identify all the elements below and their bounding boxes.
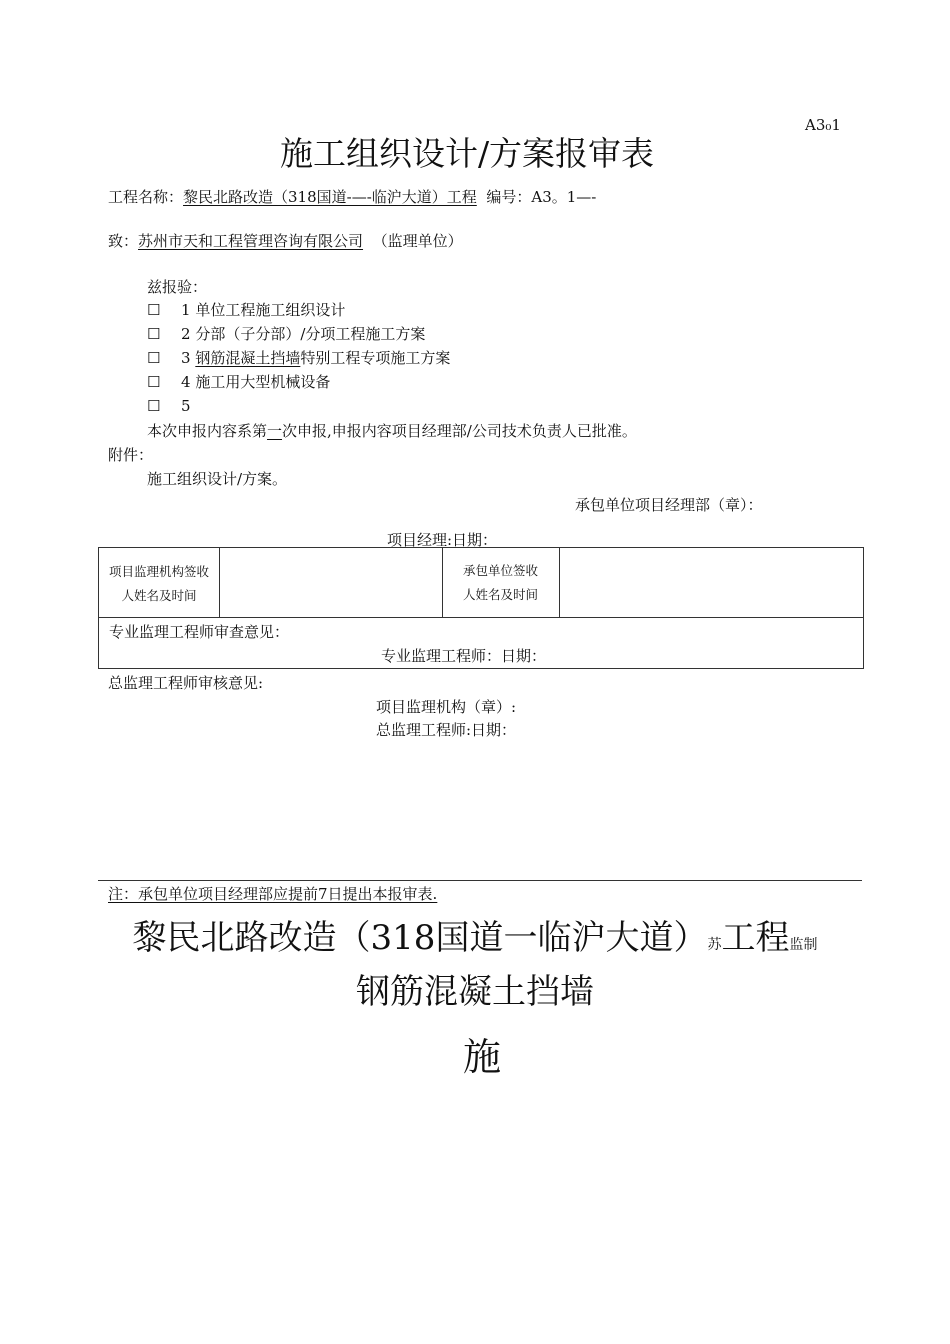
form-code: A3₀1 [805,116,841,134]
option-item[interactable]: ☐ 2 分部（子分部）/分项工程施工方案 [147,322,450,346]
org-seal: 项目监理机构（章）: [376,698,517,716]
checkbox-icon[interactable]: ☐ [147,301,161,319]
chief-opinion-label: 总监理工程师审核意见: [108,674,264,692]
page-title: 施工组织设计/方案报审表 [279,134,655,173]
supervision-sign-field[interactable] [220,548,442,617]
project-line [108,186,596,207]
option-item[interactable]: ☐ 3 钢筋混凝土挡墙特别工程专项施工方案 [147,346,450,370]
declaration: 本次申报内容系第一次申报,申报内容项目经理部/公司技术负责人已批准。 [147,422,637,440]
number-value: A3。1—- [531,188,597,206]
specialist-opinion-label: 专业监理工程师审查意见： [109,623,290,641]
footer-note: 注：承包单位项目经理部应提前7日提出本报审表. [108,885,438,903]
specialist-sign-label: 专业监理工程师：日期： [381,647,547,665]
checkbox-icon[interactable]: ☐ [147,397,161,415]
option-item[interactable]: ☐ 5 [147,394,450,418]
recipient-label: 致： [108,232,139,250]
declaration-ordinal: 一 [267,422,283,440]
recipient-line [108,230,463,251]
option-item[interactable]: ☐ 4 施工用大型机械设备 [147,370,450,394]
recipient-company: 苏州市天和工程管理咨询有限公司 [138,232,364,250]
table-divider [99,617,863,618]
checkbox-icon[interactable]: ☐ [147,325,161,343]
option-item[interactable]: ☐ 1 单位工程施工组织设计 [147,298,450,322]
cover-char: 施 [462,1035,501,1079]
signature-table [98,547,864,669]
note-divider [98,880,862,881]
contractor-sign-label: 承包单位签收 人姓名及时间 [462,563,538,602]
attachment-content: 施工组织设计/方案。 [147,470,288,488]
recipient-role: （监理单位） [372,232,463,250]
number-label: 编号： [486,188,532,206]
report-intro: 兹报验： [147,278,208,296]
option-list [147,298,450,418]
supervision-sign-label: 项目监理机构签收 人姓名及时间 [108,564,209,603]
pm-date: 项目经理:日期： [387,531,498,549]
cover-subtitle: 钢筋混凝土挡墙 [356,972,594,1012]
cover-title: 黎民北路改造（318国道一临沪大道）苏工程监制 [132,918,818,958]
contractor-sign-field[interactable] [560,548,862,617]
checkbox-icon[interactable]: ☐ [147,373,161,391]
chief-date: 总监理工程师:日期： [376,721,517,739]
attachment-label: 附件： [108,446,154,464]
checkbox-icon[interactable]: ☐ [147,349,161,367]
project-label: 工程名称： [108,188,184,206]
contractor-seal: 承包单位项目经理部（章）： [575,496,763,514]
project-name: 黎民北路改造（318国道-—-临沪大道）工程 [183,188,477,206]
